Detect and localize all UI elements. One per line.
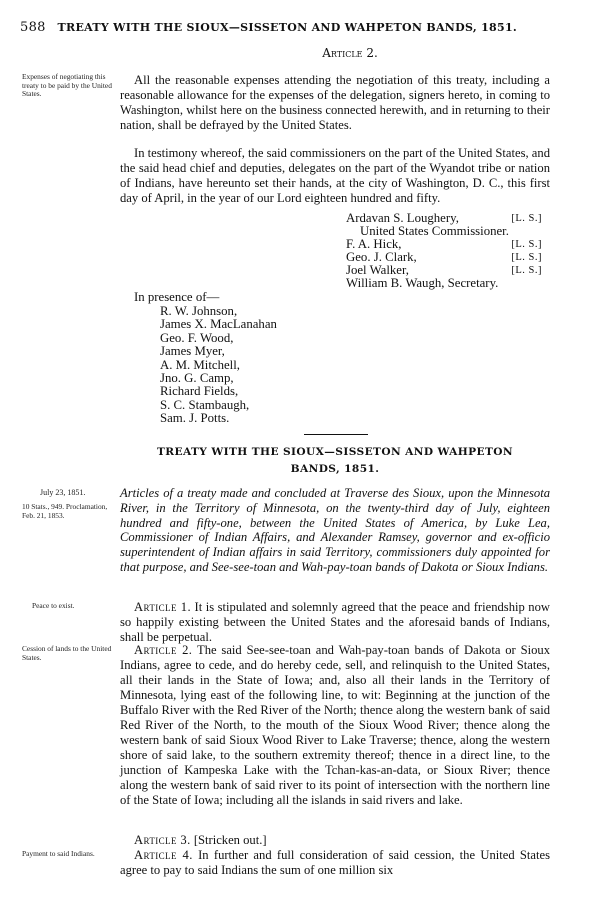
article-1-paragraph — [120, 600, 550, 645]
article-label: Article 1. — [134, 600, 192, 614]
presence-heading: In presence of— — [134, 290, 220, 304]
margin-note-citation: 10 Stats., 949. Proclamation, Feb. 21, 1853. — [22, 502, 108, 520]
witness-name: Richard Fields, — [160, 384, 239, 399]
preamble-paragraph: Articles of a treaty made and concluded at Traverse des Sioux, upon the Minnesota River, in the Territory of Minnesota, on the twenty-third day of July, eighteen hundred and fifty-one, between the United States of America, by Luke Lea, Commissioner of Indian Affairs, and Alexander Ramsey, governor and ex-officio superintendent of Indian affairs in said Territory, commissioners duly appointed for that purpose, and See-see-toan and Wah-pay-toan bands of Dakota or Sioux Indians. — [120, 486, 550, 574]
witness-name: Geo. F. Wood, — [160, 330, 234, 345]
article-text: [Stricken out.] — [193, 833, 267, 847]
article-text: In further and full consideration of said cession, the United States agree to pay to said Indians the sum of one million six — [120, 848, 550, 877]
margin-note-cession: Cession of lands to the United States. — [22, 644, 112, 662]
signature-name: F. A. Hick, — [346, 237, 402, 251]
article-3-paragraph — [120, 833, 550, 848]
article-label: Article 2. — [134, 643, 193, 657]
signature-name: Ardavan S. Loughery, — [346, 211, 459, 225]
signature-line — [346, 277, 556, 290]
witness-list — [160, 305, 360, 426]
witness-name: S. C. Stambaugh, — [160, 397, 250, 412]
witness-name: Sam. J. Potts. — [160, 411, 230, 426]
margin-note-date: July 23, 1851. — [40, 488, 86, 497]
seal-mark: [L. S.] — [511, 239, 542, 250]
witness-name: James X. MacLanahan — [160, 317, 277, 332]
seal-mark: [L. S.] — [511, 265, 542, 276]
article-text: The said See-see-toan and Wah-pay-toan bands of Dakota or Sioux Indians, agree to cede, and do hereby cede, sell, and relinquish to the United States, all their lands in the State of Iowa; and, also all their lands in the Territory of Minnesota, lying east of the following line, to wit: Beginning at the junction of the Buffalo River with the Red River of the North; thence along the western bank of said Red River of the North, to the mouth of the Sioux Wood River; thence along the western bank of said Sioux Wood River to Lake Traverse; thence, along the western shore of said lake, to the southern extremity thereof; thence in a direct line, to the junction of Kampeska Lake with the Tchan-kas-an-data, or Sioux River; thence along the western bank of said river to its point of intersection with the northern line of the State of Iowa; including all the islands in said rivers and lake. — [120, 643, 550, 807]
section-divider — [304, 434, 368, 435]
article-label: Article 4. — [134, 848, 193, 862]
article-4-paragraph — [120, 848, 550, 878]
article-text: It is stipulated and solemnly agreed that the peace and friendship now so happily existing between the United States and the aforesaid bands of Indians, shall be perpetual. — [120, 600, 550, 644]
treaty-title — [120, 444, 550, 478]
page-number: 588 — [20, 20, 46, 35]
witness-name: James Myer, — [160, 344, 225, 359]
signature-name: William B. Waugh, Secretary. — [346, 276, 499, 290]
witness-name: A. M. Mitchell, — [160, 357, 240, 372]
signature-title: United States Commissioner. — [360, 224, 509, 238]
article-label: Article 3. — [134, 833, 191, 847]
seal-mark: [L. S.] — [511, 252, 542, 263]
treaty-title-line: TREATY WITH THE SIOUX—SISSETON AND WAHPETON — [156, 446, 513, 458]
running-title: TREATY WITH THE SIOUX—SISSETON AND WAHPETON BANDS, 1851. — [57, 21, 518, 34]
article-2-paragraph — [120, 643, 550, 808]
margin-note-payment: Payment to said Indians. — [22, 849, 95, 858]
treaty-title-line: BANDS, 1851. — [290, 463, 380, 475]
witness-name: Jno. G. Camp, — [160, 371, 234, 386]
margin-note-peace: Peace to exist. — [32, 601, 75, 610]
witness-name: R. W. Johnson, — [160, 304, 238, 318]
margin-note-expenses: Expenses of negotiating this treaty to be paid by the United States. — [22, 72, 112, 99]
seal-mark: [L. S.] — [511, 213, 542, 224]
signature-name: Geo. J. Clark, — [346, 250, 417, 264]
testimony-paragraph: In testimony whereof, the said commissioners on the part of the United States, and the said head chief and deputies, delegates on the part of the Wyandot tribe or nation of Indians, have hereunto set their hands, at the city of Washington, D. C., this first day of April, in the year of our Lord eighteen hundred and fifty. — [120, 146, 550, 205]
signature-block — [346, 212, 556, 290]
article2-paragraph: All the reasonable expenses attending the negotiation of this treaty, including a reasonable allowance for the expenses of the delegation, signers hereto, in coming to Washington, whilst here on the business connected herewith, and in returning to their nation, shall be defrayed by the United States. — [120, 73, 550, 132]
running-header — [20, 20, 580, 35]
article2-heading: Article 2. — [322, 46, 378, 60]
signature-name: Joel Walker, — [346, 263, 409, 277]
